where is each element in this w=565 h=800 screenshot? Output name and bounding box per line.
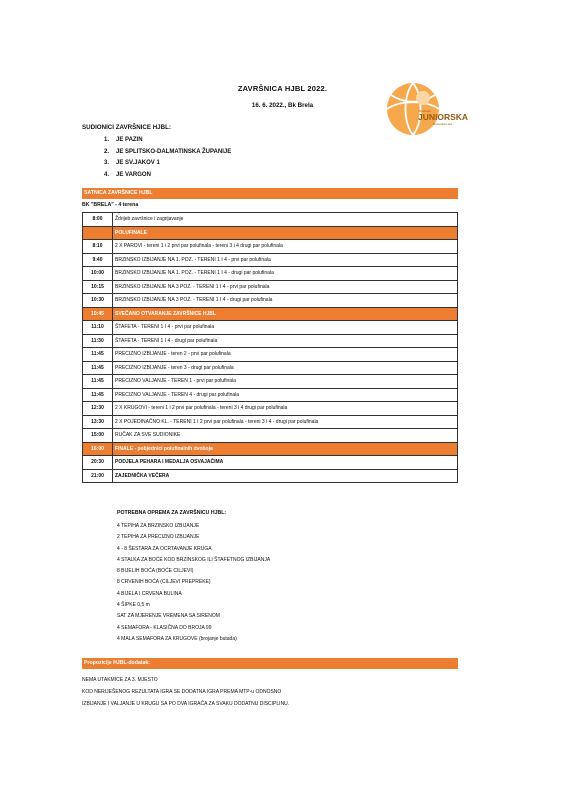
propositions-text bbox=[82, 674, 289, 710]
table-row bbox=[83, 429, 458, 443]
row-description: RUČAK ZA SVE SUDIONIKE bbox=[113, 429, 458, 443]
list-number: 3. bbox=[104, 160, 110, 166]
proposition-line: KOD NERIJEŠENOG REZULTATA IGRA SE DODATNA IGRA PREMA MTP-u ODNOSNO bbox=[82, 689, 282, 695]
row-description: PRECIZNO VALJANJE - TEREN 4 - drugi par polufinala bbox=[113, 388, 458, 402]
table-row bbox=[83, 361, 458, 375]
row-time: 10:00 bbox=[83, 267, 113, 281]
venue-label: BK "BRELA" - 4 terena bbox=[82, 202, 139, 208]
row-description: PODJELA PEHARA I MEDALJA OSVAJAČIMA bbox=[113, 456, 458, 470]
participant-name: JE SPLITSKO-DALMATINSKA ŽUPANIJE bbox=[116, 148, 232, 155]
list-item: SAT ZA MJERENJE VREMENA SA SIRENOM bbox=[117, 613, 220, 620]
row-description: SVEČANO OTVARANJE ZAVRŠNICE HJBL bbox=[113, 307, 458, 321]
list-item: 8 BIJELIH BOĆA (BOĆE CILJEVI) bbox=[117, 568, 194, 575]
table-row bbox=[83, 294, 458, 308]
row-description: 2 X KRUGOVI - tereni 1 i 2 prvi par polufinala - tereni 3 i 4 drugi par polufinala bbox=[113, 402, 458, 416]
row-description: ŠTAFETA - TERENI 1 I 4 - drugi par polufinala bbox=[113, 334, 458, 348]
participants-list bbox=[104, 135, 231, 181]
table-row bbox=[83, 415, 458, 429]
row-time: 12:30 bbox=[83, 402, 113, 416]
logo-top-text: Oberheim bbox=[418, 109, 432, 113]
list-item: 8 CRVENIH BOĆA (CILJEVI PREPREKE) bbox=[117, 579, 211, 586]
table-row bbox=[83, 348, 458, 362]
logo-main-text: JUNIORSKA bbox=[418, 112, 469, 122]
row-description: BRZINSKO IZBIJANJE NA 3 POZ. - TERENI 1 I 4 - drugi par polufinala bbox=[113, 294, 458, 308]
table-row bbox=[83, 280, 458, 294]
list-item: 2 TEPIHA ZA PRECIZNO IZBIJANJE bbox=[117, 534, 200, 541]
row-description: PRECIZNO VALJANJE - TEREN 1 - prvi par polufinala bbox=[113, 375, 458, 389]
proposition-line: IZBIJANJE I VALJANJE U KRUGU SA PO DVA IGRAČA ZA SVAKU DODATNU DISCIPLINU. bbox=[82, 701, 290, 707]
list-item: 4 ŠIPKE 0,5 m bbox=[117, 602, 150, 609]
row-time: 11:10 bbox=[83, 321, 113, 335]
table-row bbox=[83, 469, 458, 483]
row-time: 8:10 bbox=[83, 240, 113, 254]
list-item: 4 MALA SEMAFORA ZA KRUGOVE (brojanje butada) bbox=[117, 635, 237, 642]
row-time: 10:30 bbox=[83, 294, 113, 308]
list-item: 4 STALKA ZA BOĆE KOD BRZINSKOG ILI ŠTAFETNOG IZBIJANJA bbox=[117, 556, 271, 563]
row-description: Ždrijeb završnice i zagrijavanje bbox=[113, 213, 458, 227]
row-time: 10:15 bbox=[83, 280, 113, 294]
list-item bbox=[104, 170, 231, 182]
row-description: PRECIZNO IZBIJANJE - teren 3 - drugi par polufinala bbox=[113, 361, 458, 375]
row-time: 20:30 bbox=[83, 456, 113, 470]
list-item: 4 TEPIHA ZA BRZINSKO IZBIJANJE bbox=[117, 523, 200, 529]
row-time: 11:45 bbox=[83, 348, 113, 362]
league-logo bbox=[385, 82, 469, 137]
row-time: 13:30 bbox=[83, 415, 113, 429]
propositions-header-bar: Propozicije HJBL-dodatak: bbox=[82, 658, 458, 669]
list-number: 4. bbox=[104, 171, 110, 178]
table-row bbox=[83, 375, 458, 389]
equipment-list bbox=[117, 521, 270, 645]
table-row bbox=[83, 253, 458, 267]
table-row bbox=[83, 213, 458, 227]
row-time bbox=[83, 226, 113, 240]
row-time: 11:30 bbox=[83, 334, 113, 348]
row-time: 21:00 bbox=[83, 469, 113, 483]
row-time: 16:00 bbox=[83, 442, 113, 456]
row-time: 11:45 bbox=[83, 375, 113, 389]
row-time: 8:00 bbox=[83, 213, 113, 227]
table-row bbox=[83, 388, 458, 402]
row-description: BRZINSKO IZBIJANJE NA 1. POZ. - TERENI 1 I 4 - drugi par polufinala bbox=[113, 267, 458, 281]
participant-name: JE PAZIN bbox=[116, 137, 143, 143]
row-time: 9:40 bbox=[83, 253, 113, 267]
row-description: 2 X POJEDINAČNO KL. - TERENI 1 I 2 prvi par polufinala - tereni 3 i 4 - drugi par polufinala bbox=[113, 415, 458, 429]
row-description: PRECIZNO IZBIJANJE - teren 2 - prvi par polufinala bbox=[113, 348, 458, 362]
table-row bbox=[83, 402, 458, 416]
row-description: ŠTAFETA - TERENI 1 I 4 - prvi par polufinala bbox=[113, 321, 458, 335]
row-description: 2 X PAROVI - tereni 1 i 2 prvi par polufinala - tereni 3 i 4 drugi par polufinala bbox=[113, 240, 458, 254]
logo-sub-text: Boćarska Liga bbox=[433, 122, 453, 126]
row-description: FINALE - pobjednici polufinalnih dvoboja bbox=[113, 442, 458, 456]
list-number: 2. bbox=[104, 148, 110, 155]
table-row bbox=[83, 456, 458, 470]
list-item bbox=[104, 158, 231, 170]
page-subtitle: 16. 6. 2022., Bk Brela bbox=[251, 102, 314, 109]
table-row bbox=[83, 240, 458, 254]
table-row bbox=[83, 267, 458, 281]
page-title: ZAVRŠNICA HJBL 2022. bbox=[237, 84, 328, 93]
table-row bbox=[83, 226, 458, 240]
row-time: 11:45 bbox=[83, 388, 113, 402]
table-row bbox=[83, 442, 458, 456]
table-row bbox=[83, 321, 458, 335]
table-row bbox=[83, 307, 458, 321]
list-item bbox=[104, 147, 231, 159]
schedule-table bbox=[82, 212, 458, 483]
list-item: 4 - 8 ŠESTARA ZA OCRTAVANJE KRUGA bbox=[117, 545, 212, 552]
row-time: 10:45 bbox=[83, 307, 113, 321]
proposition-line: NEMA UTAKMICE ZA 3. MJESTO bbox=[82, 677, 158, 683]
row-description: BRZINSKO IZBIJANJE NA 3 POZ. - TERENI 1 I 4 - prvi par polufinala bbox=[113, 280, 458, 294]
list-item: 4 BIJELA I CRVENA BULINA bbox=[117, 590, 182, 597]
row-description: POLUFINALE bbox=[113, 226, 458, 240]
list-item: 4 SEMAFORA - KLASIČNA DO BROJA 99 bbox=[117, 624, 212, 631]
participant-name: JE SV.JAKOV 1 bbox=[116, 160, 160, 166]
list-number: 1. bbox=[104, 137, 110, 143]
row-time: 15:00 bbox=[83, 429, 113, 443]
schedule-header-bar: SATNICA ZAVRŠNICE HJBL bbox=[82, 188, 458, 199]
participant-name: JE VARGON bbox=[116, 171, 151, 178]
participants-title: SUDIONICI ZAVRŠNICE HJBL: bbox=[82, 124, 171, 131]
equipment-title: POTREBNA OPREMA ZA ZAVRŠNICU HJBL: bbox=[117, 510, 227, 516]
row-description: ZAJEDNIČKA VEČERA bbox=[113, 469, 458, 483]
table-row bbox=[83, 334, 458, 348]
row-description: BRZINSKO IZBIJANJE NA 1. POZ. - TERENI 1 I 4 - prvi par polufinala bbox=[113, 253, 458, 267]
list-item bbox=[104, 135, 231, 147]
row-time: 11:45 bbox=[83, 361, 113, 375]
